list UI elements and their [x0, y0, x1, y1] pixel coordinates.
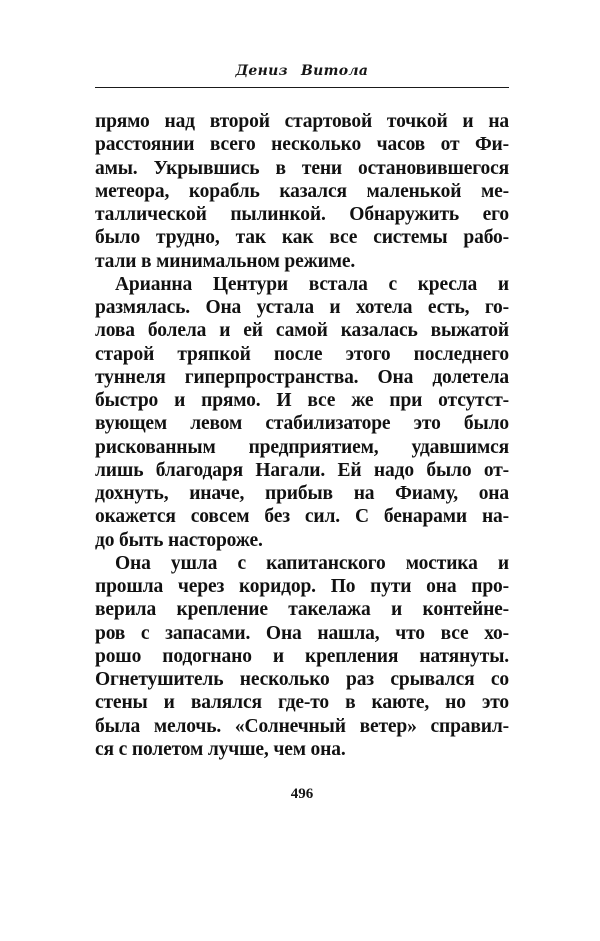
- text-line: Огнетушитель несколько раз срывался со: [95, 669, 509, 690]
- running-head-author: Дениз Витола: [235, 63, 369, 79]
- text-line: было трудно, так как все системы рабо-: [95, 227, 509, 249]
- text-line: Она ушла с капитанского мостика и: [115, 552, 509, 574]
- text-line: верила крепление такелажа и контейне-: [95, 599, 509, 621]
- text-line: лишь благодаря Нагали. Ей надо было от-: [95, 459, 509, 481]
- text-line: тали в минимальном режиме.: [95, 250, 356, 272]
- text-line: Арианна Центури встала с кресла и: [115, 273, 509, 295]
- page-number: 496: [290, 786, 314, 802]
- text-line: ров с запасами. Она нашла, что все хо-: [95, 622, 509, 644]
- text-line: рискованным предприятием, удавшимся: [95, 436, 509, 458]
- text-line: быстро и прямо. И все же при отсутст-: [95, 390, 509, 411]
- text-line: расстоянии всего несколько часов от Фи-: [95, 134, 509, 156]
- text-line: лова болела и ей самой казалась выжатой: [95, 320, 509, 342]
- text-line: стены и валялся где-то в каюте, но это: [95, 692, 509, 714]
- text-line: туннеля гиперпространства. Она долетела: [95, 366, 509, 388]
- text-line: дохнуть, иначе, прибыв на Фиаму, она: [95, 483, 509, 504]
- text-line: прошла через коридор. По пути она про-: [95, 576, 509, 597]
- text-line: прямо над второй стартовой точкой и на: [95, 111, 509, 132]
- header-rule: [95, 87, 509, 88]
- book-page: [95, 0, 509, 941]
- paragraph-2: [95, 273, 509, 552]
- text-line: окажется совсем без сил. С бенарами на-: [95, 506, 509, 528]
- text-line: метеора, корабль казался маленькой ме-: [95, 180, 509, 202]
- text-line: рошо подогнано и крепления натянуты.: [95, 645, 509, 667]
- paragraph-1: [95, 110, 509, 273]
- text-line: ся с полетом лучше, чем она.: [95, 738, 346, 760]
- body-text: [95, 110, 509, 761]
- text-line: амы. Укрывшись в тени остановившегося: [95, 157, 509, 179]
- text-line: старой тряпкой после этого последнего: [95, 343, 509, 365]
- text-line: была мелочь. «Солнечный ветер» справил-: [95, 715, 509, 737]
- text-line: размялась. Она устала и хотела есть, го-: [95, 297, 509, 318]
- text-line: таллической пылинкой. Обнаружить его: [95, 204, 509, 225]
- text-line: вующем левом стабилизаторе это было: [95, 413, 509, 435]
- text-line: до быть настороже.: [95, 529, 263, 551]
- paragraph-3: [95, 552, 509, 761]
